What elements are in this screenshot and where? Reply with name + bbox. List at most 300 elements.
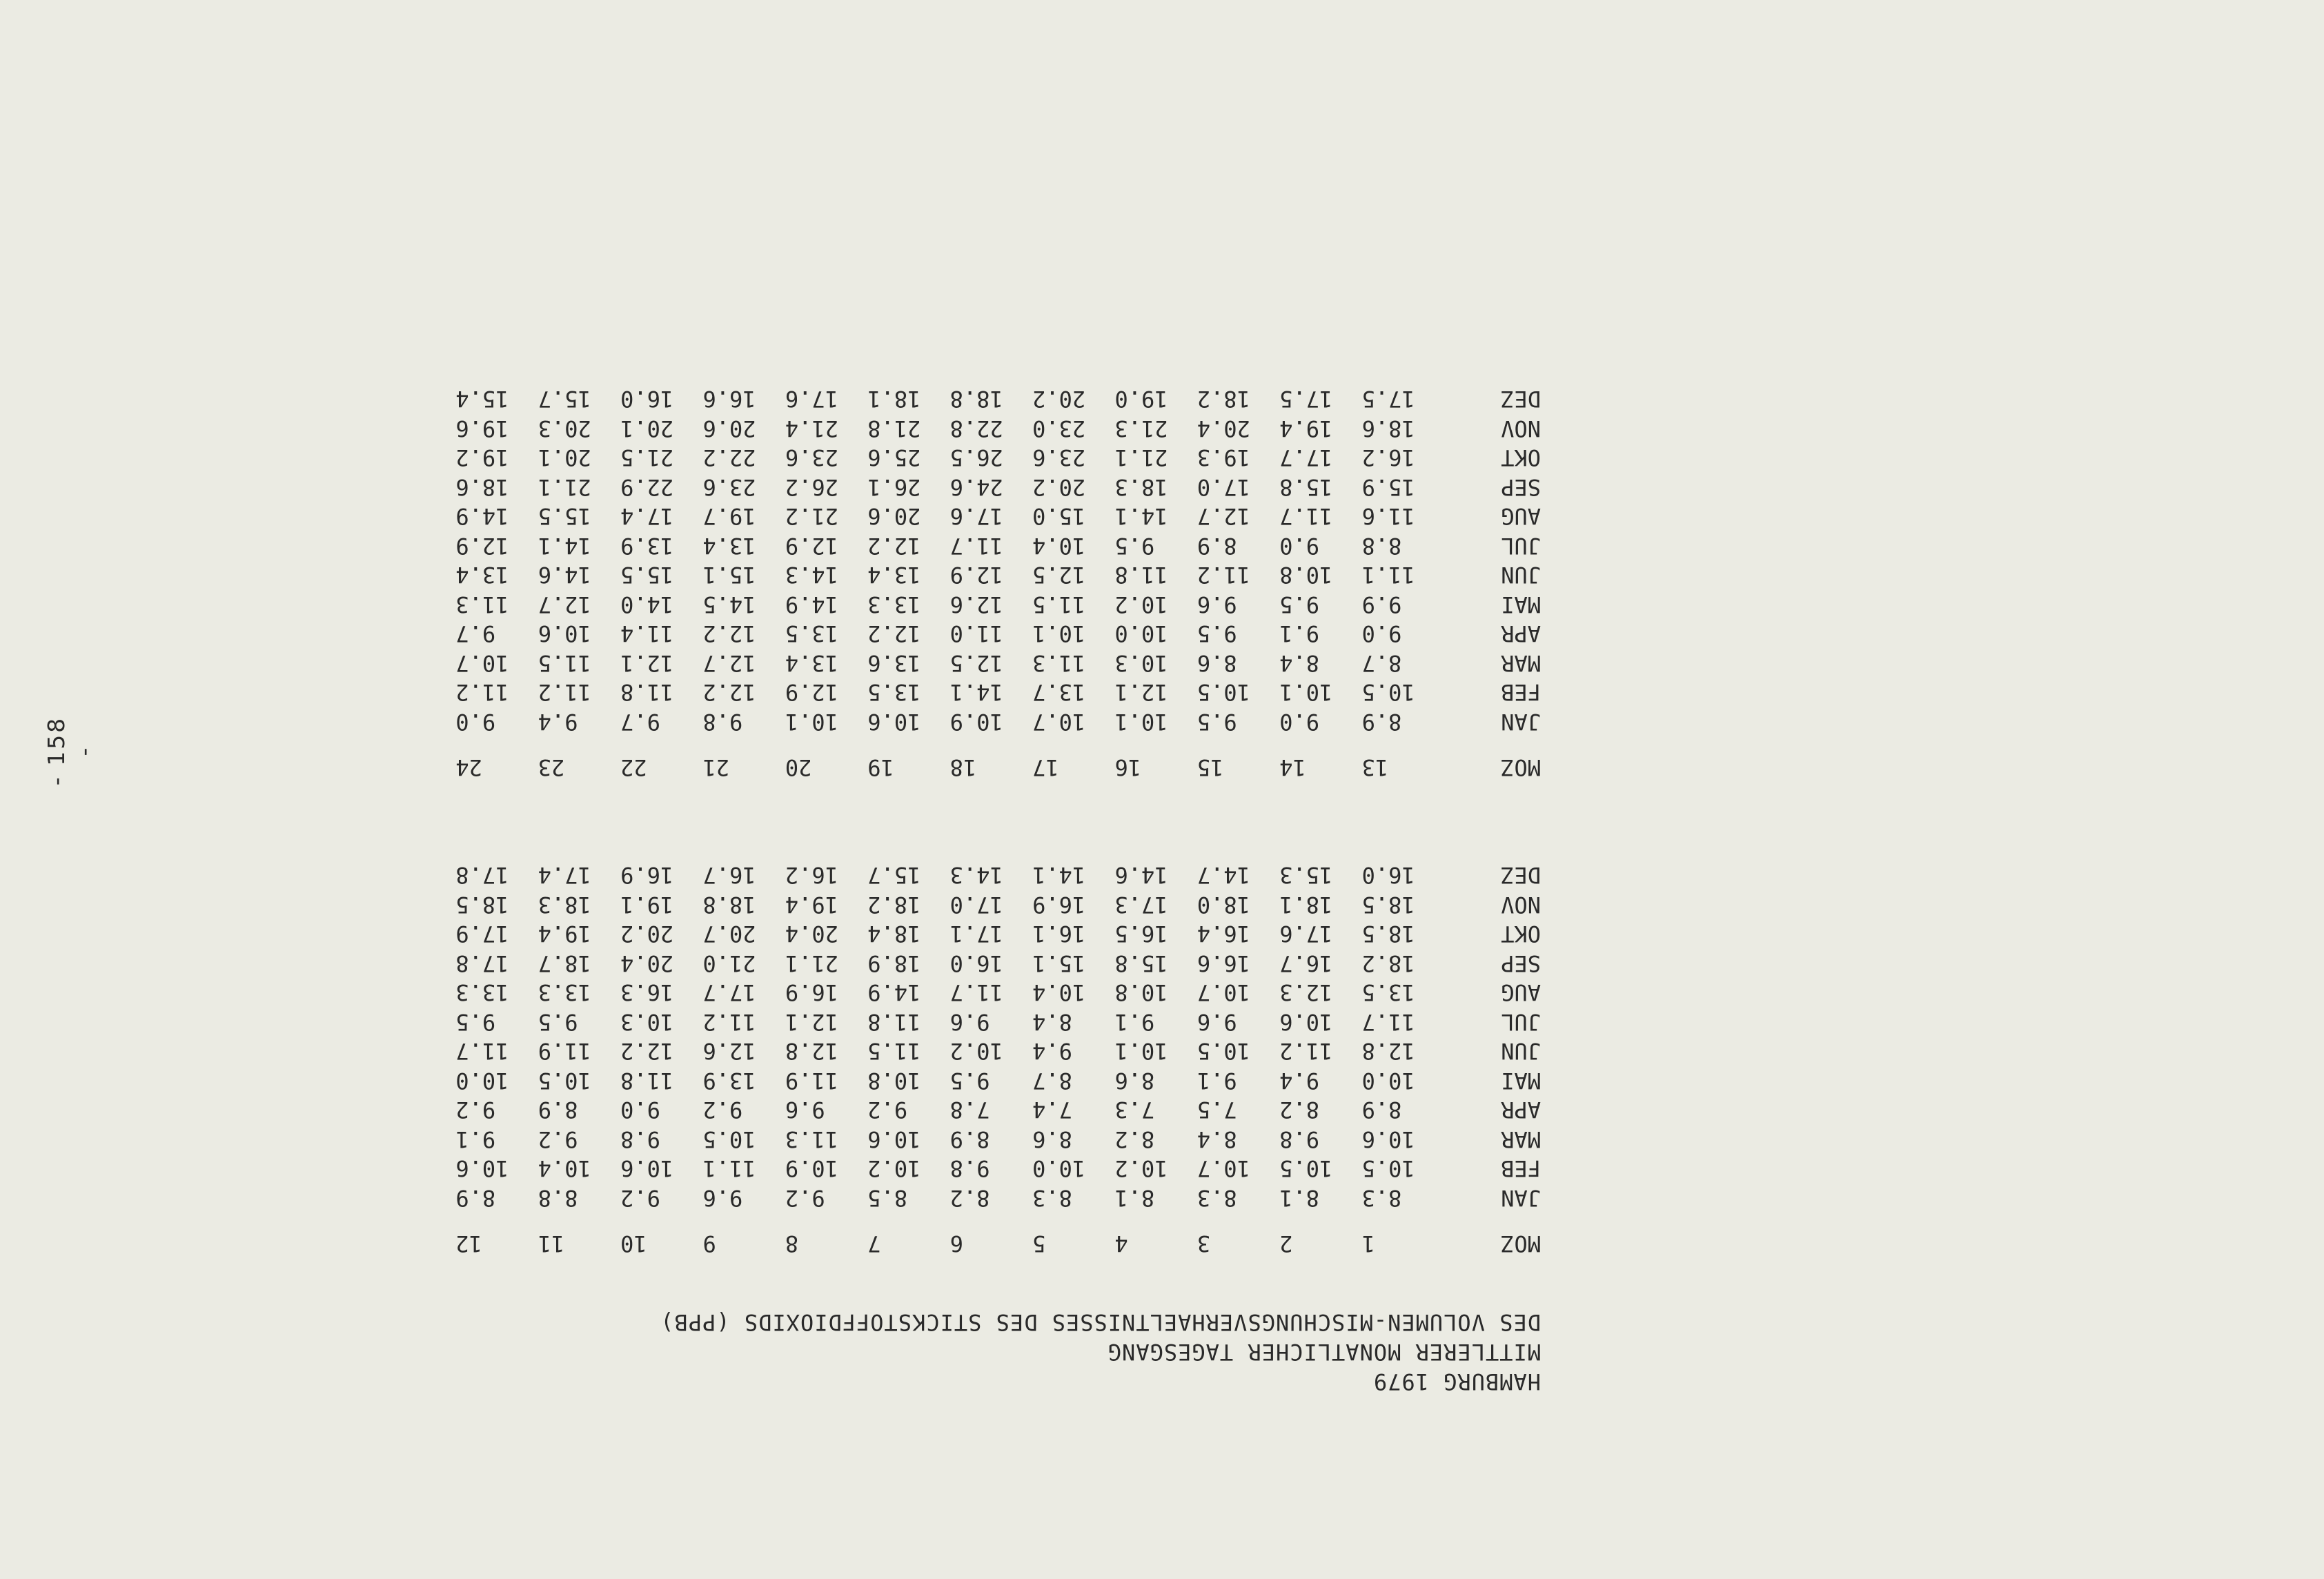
value-cell: 15.5 [620, 562, 674, 589]
month-label: FEB [1501, 679, 1541, 706]
value-cell: 9.4 [1032, 1038, 1072, 1065]
hour-header: 8 [785, 1230, 799, 1257]
value-cell: 12.2 [867, 620, 921, 647]
value-cell: 10.7 [455, 650, 509, 676]
value-cell: 11.4 [620, 620, 674, 647]
value-cell: 18.8 [949, 386, 1003, 413]
value-cell: 8.9 [538, 1097, 578, 1124]
value-cell: 14.7 [1197, 862, 1250, 889]
value-cell: 16.1 [1032, 921, 1086, 948]
value-cell: 16.6 [702, 386, 756, 413]
value-cell: 17.1 [949, 921, 1003, 948]
value-cell: 9.1 [455, 1126, 496, 1153]
value-cell: 8.3 [1197, 1185, 1237, 1211]
value-cell: 10.5 [1279, 1155, 1333, 1182]
value-cell: 12.3 [1279, 979, 1333, 1006]
value-cell: 9.8 [949, 1155, 990, 1182]
value-cell: 8.9 [455, 1185, 496, 1211]
value-cell: 18.1 [867, 386, 921, 413]
value-cell: 9.1 [1197, 1068, 1237, 1094]
table-row [455, 1037, 1541, 1066]
value-cell: 19.3 [1197, 444, 1250, 471]
value-cell: 11.7 [1279, 503, 1333, 530]
value-cell: 10.7 [1032, 709, 1086, 735]
value-cell: 15.9 [1361, 474, 1415, 500]
value-cell: 8.6 [1114, 1068, 1155, 1094]
table-row [455, 978, 1541, 1008]
value-cell: 7.3 [1114, 1097, 1155, 1124]
value-cell: 10.7 [1197, 979, 1250, 1006]
value-cell: 10.5 [1361, 1155, 1415, 1182]
table-row [455, 1095, 1541, 1125]
value-cell: 10.1 [1114, 1038, 1168, 1065]
value-cell: 8.3 [1032, 1185, 1072, 1211]
value-cell: 15.8 [1279, 474, 1333, 500]
value-cell: 8.9 [949, 1126, 990, 1153]
value-cell: 10.1 [1114, 709, 1168, 735]
value-cell: 17.6 [785, 386, 838, 413]
value-cell: 11.1 [702, 1155, 756, 1182]
value-cell: 21.4 [785, 415, 838, 442]
month-label: MAI [1501, 591, 1541, 618]
value-cell: 16.9 [620, 862, 674, 889]
value-cell: 12.2 [620, 1038, 674, 1065]
value-cell: 12.1 [785, 1009, 838, 1035]
value-cell: 13.4 [702, 533, 756, 559]
value-cell: 20.6 [702, 415, 756, 442]
value-cell: 11.9 [538, 1038, 591, 1065]
value-cell: 14.6 [1114, 862, 1168, 889]
value-cell: 19.1 [620, 892, 674, 918]
month-label: AUG [1501, 979, 1541, 1006]
value-cell: 10.5 [1197, 679, 1250, 706]
value-cell: 11.5 [1032, 591, 1086, 618]
value-cell: 16.3 [620, 979, 674, 1006]
value-cell: 9.0 [1361, 620, 1402, 647]
title-line-1: MITTLERER MONATLICHER TAGESGANG [1107, 1339, 1541, 1365]
value-cell: 17.7 [1279, 444, 1333, 471]
value-cell: 9.6 [1197, 591, 1237, 618]
value-cell: 18.0 [1197, 892, 1250, 918]
month-label: JUN [1501, 562, 1541, 589]
value-cell: 16.2 [1361, 444, 1415, 471]
value-cell: 21.1 [785, 950, 838, 977]
hour-header: 6 [949, 1230, 963, 1257]
hour-header: 9 [702, 1230, 716, 1257]
month-label: OKT [1501, 921, 1541, 948]
table-header-row [455, 1213, 1541, 1258]
value-cell: 9.0 [620, 1097, 660, 1124]
value-cell: 10.3 [620, 1009, 674, 1035]
value-cell: 17.0 [1197, 474, 1250, 500]
hour-header: 13 [1361, 754, 1389, 781]
month-label: DEZ [1501, 386, 1541, 413]
table-row [455, 678, 1541, 707]
value-cell: 12.5 [949, 650, 1003, 676]
value-cell: 14.3 [949, 862, 1003, 889]
value-cell: 11.7 [949, 533, 1003, 559]
value-cell: 14.1 [1114, 503, 1168, 530]
value-cell: 18.9 [867, 950, 921, 977]
value-cell: 22.9 [620, 474, 674, 500]
value-cell: 16.4 [1197, 921, 1250, 948]
value-cell: 12.2 [702, 620, 756, 647]
value-cell: 14.1 [1032, 862, 1086, 889]
value-cell: 16.2 [785, 862, 838, 889]
value-cell: 10.5 [1197, 1038, 1250, 1065]
value-cell: 17.8 [455, 862, 509, 889]
value-cell: 13.4 [785, 650, 838, 676]
value-cell: 21.1 [1114, 444, 1168, 471]
value-cell: 11.9 [785, 1068, 838, 1094]
month-label: SEP [1501, 950, 1541, 977]
value-cell: 10.9 [785, 1155, 838, 1182]
value-cell: 14.9 [867, 979, 921, 1006]
value-cell: 14.5 [702, 591, 756, 618]
value-cell: 12.1 [620, 650, 674, 676]
value-cell: 24.6 [949, 474, 1003, 500]
value-cell: 17.6 [949, 503, 1003, 530]
value-cell: 9.7 [620, 709, 660, 735]
value-cell: 17.5 [1361, 386, 1415, 413]
title-line-2: DES VOLUMEN-MISCHUNGSVERHAELTNISSES DES STICKSTOFFDIOXIDS (PPB) [660, 1309, 1541, 1335]
value-cell: 13.9 [620, 533, 674, 559]
value-cell: 13.3 [867, 591, 921, 618]
value-cell: 13.4 [867, 562, 921, 589]
table-row [455, 560, 1541, 590]
value-cell: 20.1 [620, 415, 674, 442]
value-cell: 16.7 [1279, 950, 1333, 977]
value-cell: 7.5 [1197, 1097, 1237, 1124]
value-cell: 10.5 [702, 1126, 756, 1153]
value-cell: 22.2 [702, 444, 756, 471]
month-label: NOV [1501, 415, 1541, 442]
value-cell: 14.3 [785, 562, 838, 589]
value-cell: 13.6 [867, 650, 921, 676]
value-cell: 11.0 [949, 620, 1003, 647]
value-cell: 12.6 [702, 1038, 756, 1065]
value-cell: 13.3 [538, 979, 591, 1006]
value-cell: 22.8 [949, 415, 1003, 442]
hour-header: 23 [538, 754, 565, 781]
value-cell: 11.2 [1197, 562, 1250, 589]
value-cell: 9.5 [1114, 533, 1155, 559]
table-row [455, 1066, 1541, 1096]
value-cell: 15.8 [1114, 950, 1168, 977]
value-cell: 16.0 [1361, 862, 1415, 889]
month-label: MAR [1501, 1126, 1541, 1153]
value-cell: 11.8 [620, 1068, 674, 1094]
value-cell: 8.4 [1197, 1126, 1237, 1153]
value-cell: 10.8 [1114, 979, 1168, 1006]
value-cell: 9.1 [1279, 620, 1320, 647]
value-cell: 19.2 [455, 444, 509, 471]
value-cell: 18.8 [702, 892, 756, 918]
value-cell: 12.8 [1361, 1038, 1415, 1065]
value-cell: 9.6 [785, 1097, 825, 1124]
value-cell: 16.0 [949, 950, 1003, 977]
month-label: MAI [1501, 1068, 1541, 1094]
month-label: JUN [1501, 1038, 1541, 1065]
value-cell: 7.4 [1032, 1097, 1072, 1124]
value-cell: 9.9 [1361, 591, 1402, 618]
value-cell: 12.2 [702, 679, 756, 706]
value-cell: 9.8 [620, 1126, 660, 1153]
value-cell: 10.6 [455, 1155, 509, 1182]
value-cell: 23.0 [1032, 415, 1086, 442]
value-cell: 14.1 [538, 533, 591, 559]
value-cell: 19.4 [1279, 415, 1333, 442]
table-row [455, 861, 1541, 890]
value-cell: 13.5 [1361, 979, 1415, 1006]
value-cell: 11.3 [455, 591, 509, 618]
hour-header: 10 [620, 1230, 647, 1257]
value-cell: 14.6 [538, 562, 591, 589]
month-label: APR [1501, 1097, 1541, 1124]
value-cell: 20.2 [620, 921, 674, 948]
value-cell: 10.1 [785, 709, 838, 735]
value-cell: 10.2 [949, 1038, 1003, 1065]
value-cell: 10.5 [1361, 679, 1415, 706]
value-cell: 9.5 [1279, 591, 1320, 618]
table-row [455, 919, 1541, 949]
value-cell: 11.3 [1032, 650, 1086, 676]
value-cell: 10.1 [1032, 620, 1086, 647]
value-cell: 9.6 [1197, 1009, 1237, 1035]
hour-header: 19 [867, 754, 894, 781]
moz-header: MOZ [1501, 754, 1541, 781]
table-row [455, 443, 1541, 473]
value-cell: 19.7 [702, 503, 756, 530]
value-cell: 9.0 [1279, 709, 1320, 735]
value-cell: 18.2 [1361, 950, 1415, 977]
value-cell: 18.3 [1114, 474, 1168, 500]
table-row [455, 890, 1541, 920]
value-cell: 8.4 [1279, 650, 1320, 676]
value-cell: 10.0 [1032, 1155, 1086, 1182]
value-cell: 9.5 [1197, 620, 1237, 647]
value-cell: 14.9 [785, 591, 838, 618]
value-cell: 19.6 [455, 415, 509, 442]
value-cell: 9.5 [949, 1068, 990, 1094]
value-cell: 11.3 [785, 1126, 838, 1153]
value-cell: 8.7 [1032, 1068, 1072, 1094]
value-cell: 18.5 [455, 892, 509, 918]
value-cell: 18.5 [1361, 921, 1415, 948]
value-cell: 26.2 [785, 474, 838, 500]
month-label: AUG [1501, 503, 1541, 530]
value-cell: 13.9 [702, 1068, 756, 1094]
hour-header: 22 [620, 754, 647, 781]
value-cell: 15.4 [455, 386, 509, 413]
value-cell: 15.5 [538, 503, 591, 530]
hour-header: 4 [1114, 1230, 1128, 1257]
value-cell: 20.4 [620, 950, 674, 977]
value-cell: 9.2 [538, 1126, 578, 1153]
hour-header: 17 [1032, 754, 1059, 781]
value-cell: 20.2 [1032, 386, 1086, 413]
hour-header: 14 [1279, 754, 1306, 781]
value-cell: 11.8 [1114, 562, 1168, 589]
value-cell: 11.8 [867, 1009, 921, 1035]
table-row [455, 590, 1541, 620]
value-cell: 8.7 [1361, 650, 1402, 676]
table-row [455, 949, 1541, 979]
value-cell: 10.5 [538, 1068, 591, 1094]
value-cell: 10.3 [1114, 650, 1168, 676]
value-cell: 9.5 [455, 1009, 496, 1035]
value-cell: 21.0 [702, 950, 756, 977]
value-cell: 23.6 [702, 474, 756, 500]
value-cell: 11.8 [620, 679, 674, 706]
value-cell: 13.7 [1032, 679, 1086, 706]
value-cell: 8.9 [1361, 709, 1402, 735]
value-cell: 18.6 [455, 474, 509, 500]
value-cell: 8.4 [1032, 1009, 1072, 1035]
value-cell: 9.0 [1279, 533, 1320, 559]
value-cell: 17.8 [455, 950, 509, 977]
value-cell: 9.6 [702, 1185, 743, 1211]
value-cell: 10.9 [949, 709, 1003, 735]
value-cell: 23.6 [785, 444, 838, 471]
table-row [455, 707, 1541, 737]
value-cell: 9.5 [538, 1009, 578, 1035]
value-cell: 9.2 [702, 1097, 743, 1124]
value-cell: 11.2 [702, 1009, 756, 1035]
value-cell: 12.9 [949, 562, 1003, 589]
table-row [455, 649, 1541, 678]
value-cell: 10.6 [620, 1155, 674, 1182]
value-cell: 16.9 [1032, 892, 1086, 918]
hour-header: 15 [1197, 754, 1224, 781]
value-cell: 18.3 [538, 892, 591, 918]
value-cell: 10.6 [1361, 1126, 1415, 1153]
value-cell: 8.2 [1279, 1097, 1320, 1124]
value-cell: 13.5 [785, 620, 838, 647]
value-cell: 18.6 [1361, 415, 1415, 442]
value-cell: 8.5 [867, 1185, 908, 1211]
value-cell: 11.5 [867, 1038, 921, 1065]
value-cell: 12.9 [785, 679, 838, 706]
month-label: FEB [1501, 1155, 1541, 1182]
value-cell: 14.0 [620, 591, 674, 618]
value-cell: 10.0 [1114, 620, 1168, 647]
value-cell: 10.7 [1197, 1155, 1250, 1182]
hour-header: 12 [455, 1230, 482, 1257]
value-cell: 15.3 [1279, 862, 1333, 889]
hour-header: 18 [949, 754, 977, 781]
value-cell: 7.8 [949, 1097, 990, 1124]
month-label: MAR [1501, 650, 1541, 676]
table-row [455, 473, 1541, 502]
value-cell: 9.6 [949, 1009, 990, 1035]
month-label: JAN [1501, 1185, 1541, 1211]
value-cell: 17.6 [1279, 921, 1333, 948]
value-cell: 15.1 [702, 562, 756, 589]
value-cell: 14.1 [949, 679, 1003, 706]
value-cell: 10.2 [1114, 1155, 1168, 1182]
hour-header: 20 [785, 754, 812, 781]
value-cell: 8.9 [1197, 533, 1237, 559]
value-cell: 8.1 [1279, 1185, 1320, 1211]
value-cell: 10.6 [867, 709, 921, 735]
value-cell: 9.2 [867, 1097, 908, 1124]
value-cell: 11.7 [949, 979, 1003, 1006]
table-row [455, 384, 1541, 414]
value-cell: 9.4 [538, 709, 578, 735]
value-cell: 25.6 [867, 444, 921, 471]
table-row [455, 531, 1541, 561]
value-cell: 9.2 [785, 1185, 825, 1211]
value-cell: 12.8 [785, 1038, 838, 1065]
value-cell: 11.2 [1279, 1038, 1333, 1065]
value-cell: 10.4 [538, 1155, 591, 1182]
value-cell: 11.7 [455, 1038, 509, 1065]
value-cell: 21.5 [620, 444, 674, 471]
month-label: DEZ [1501, 862, 1541, 889]
value-cell: 20.7 [702, 921, 756, 948]
hour-header: 16 [1114, 754, 1141, 781]
value-cell: 13.4 [455, 562, 509, 589]
value-cell: 18.2 [1197, 386, 1250, 413]
table-hours-1-12 [455, 861, 1541, 1258]
table-row [455, 619, 1541, 649]
table-hours-13-24 [455, 384, 1541, 782]
value-cell: 8.8 [538, 1185, 578, 1211]
value-cell: 18.1 [1279, 892, 1333, 918]
value-cell: 10.2 [1114, 591, 1168, 618]
month-label: JUL [1501, 1009, 1541, 1035]
value-cell: 9.8 [702, 709, 743, 735]
value-cell: 20.1 [538, 444, 591, 471]
value-cell: 8.9 [1361, 1097, 1402, 1124]
value-cell: 12.5 [1032, 562, 1086, 589]
value-cell: 10.0 [1361, 1068, 1415, 1094]
value-cell: 16.5 [1114, 921, 1168, 948]
value-cell: 9.2 [620, 1185, 660, 1211]
value-cell: 10.8 [1279, 562, 1333, 589]
value-cell: 8.3 [1361, 1185, 1402, 1211]
value-cell: 8.6 [1197, 650, 1237, 676]
table-row [455, 1008, 1541, 1037]
hour-header: 7 [867, 1230, 881, 1257]
value-cell: 17.9 [455, 921, 509, 948]
value-cell: 12.7 [1197, 503, 1250, 530]
value-cell: 18.2 [867, 892, 921, 918]
value-cell: 19.4 [785, 892, 838, 918]
value-cell: 16.0 [620, 386, 674, 413]
value-cell: 8.6 [1032, 1126, 1072, 1153]
month-label: OKT [1501, 444, 1541, 471]
value-cell: 9.4 [1279, 1068, 1320, 1094]
month-label: JAN [1501, 709, 1541, 735]
value-cell: 10.2 [867, 1155, 921, 1182]
value-cell: 10.4 [1032, 979, 1086, 1006]
value-cell: 17.4 [620, 503, 674, 530]
value-cell: 20.6 [867, 503, 921, 530]
value-cell: 15.7 [867, 862, 921, 889]
value-cell: 12.7 [702, 650, 756, 676]
value-cell: 15.0 [1032, 503, 1086, 530]
value-cell: 17.4 [538, 862, 591, 889]
hour-header: 24 [455, 754, 482, 781]
value-cell: 13.3 [455, 979, 509, 1006]
table-header-row [455, 736, 1541, 782]
value-cell: 12.2 [867, 533, 921, 559]
value-cell: 18.4 [867, 921, 921, 948]
value-cell: 20.4 [1197, 415, 1250, 442]
value-cell: 11.2 [455, 679, 509, 706]
